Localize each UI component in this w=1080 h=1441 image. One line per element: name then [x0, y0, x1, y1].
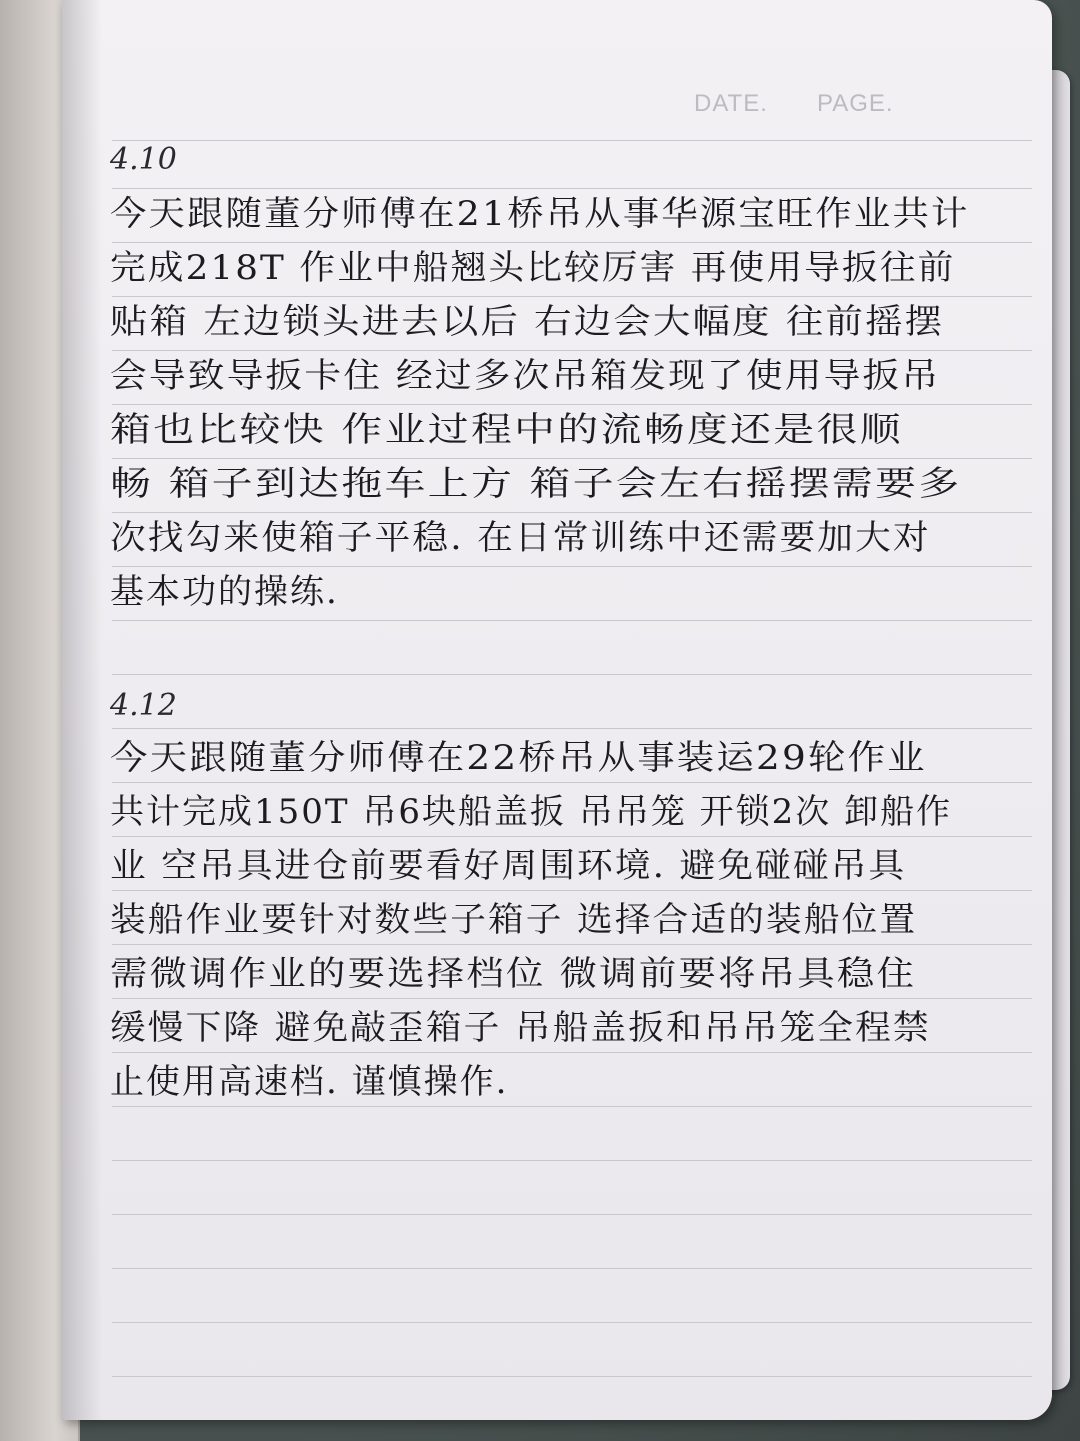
- ruled-line: [112, 1376, 1032, 1377]
- handwritten-line: 基本功的操练.: [110, 572, 339, 612]
- handwritten-line: 需微调作业的要选择档位 微调前要将吊具稳住: [110, 954, 917, 994]
- handwritten-line: 缓慢下降 避免敲歪箱子 吊船盖扳和吊吊笼全程禁: [110, 1008, 931, 1048]
- handwritten-line: 今天跟随董分师傅在21桥吊从事华源宝旺作业共计: [110, 194, 970, 234]
- ruled-line: [112, 140, 1032, 141]
- ruled-line: [112, 782, 1032, 783]
- ruled-line: [112, 1268, 1032, 1269]
- page-header-label: PAGE.: [817, 90, 894, 117]
- ruled-line: [112, 998, 1032, 999]
- ruled-line: [112, 944, 1032, 945]
- handwritten-line: 会导致导扳卡住 经过多次吊箱发现了使用导扳吊: [110, 356, 941, 396]
- ruled-line: [112, 1160, 1032, 1161]
- date-header-label: DATE.: [694, 90, 768, 117]
- handwritten-line: 完成218T 作业中船翘头比较厉害 再使用导扳往前: [110, 248, 956, 288]
- ruled-line: [112, 1052, 1032, 1053]
- handwritten-line: 畅 箱子到达拖车上方 箱子会左右摇摆需要多: [110, 464, 962, 504]
- notebook-page: [62, 0, 1052, 1420]
- handwritten-line: 今天跟随董分师傅在22桥吊从事装运29轮作业: [110, 738, 927, 778]
- entry-date: 4.10: [110, 142, 177, 177]
- ruled-line: [112, 1214, 1032, 1215]
- handwritten-line: 装船作业要针对数些子箱子 选择合适的装船位置: [110, 900, 918, 940]
- handwritten-line: 次找勾来使箱子平稳. 在日常训练中还需要加大对: [110, 518, 931, 558]
- ruled-line: [112, 620, 1032, 621]
- handwritten-line: 共计完成150T 吊6块船盖扳 吊吊笼 开锁2次 卸船作: [110, 792, 953, 832]
- ruled-line: [112, 890, 1032, 891]
- handwritten-line: 箱也比较快 作业过程中的流畅度还是很顺: [110, 410, 903, 450]
- ruled-line: [112, 836, 1032, 837]
- ruled-line: [112, 674, 1032, 675]
- handwritten-line: 贴箱 左边锁头进去以后 右边会大幅度 往前摇摆: [110, 302, 945, 342]
- entry-date: 4.12: [110, 688, 177, 723]
- handwritten-line: 业 空吊具进仓前要看好周围环境. 避免碰碰吊具: [110, 846, 907, 886]
- ruled-line: [112, 728, 1032, 729]
- ruled-line: [112, 1106, 1032, 1107]
- ruled-line: [112, 1322, 1032, 1323]
- handwritten-line: 止使用高速档. 谨慎操作.: [110, 1062, 509, 1102]
